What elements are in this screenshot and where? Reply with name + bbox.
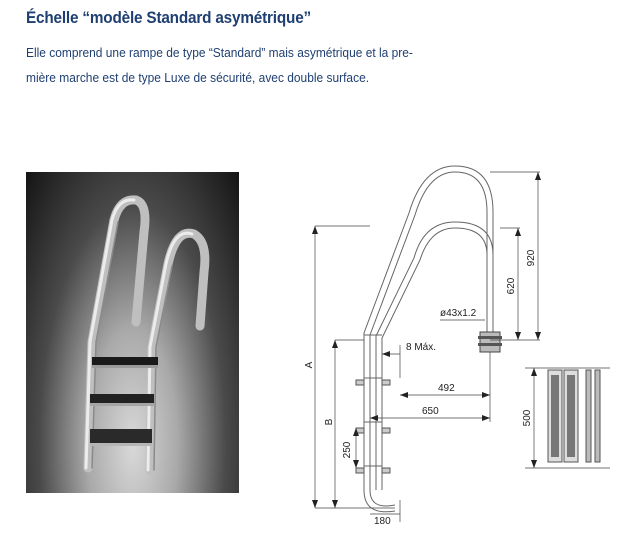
dim-650: 650	[422, 406, 439, 417]
dim-500: 500	[522, 409, 533, 427]
dim-label-a: A	[304, 361, 315, 369]
description-line-1: Elle comprend une rampe de type “Standard” mais asymétrique et la pre-	[26, 45, 413, 60]
dim-180: 180	[374, 516, 391, 527]
dim-492: 492	[438, 383, 455, 394]
technical-drawing	[290, 160, 620, 532]
dim-920: 920	[526, 249, 537, 267]
anchor-cup	[478, 332, 502, 352]
ladder-photo	[26, 172, 239, 493]
dim-label-b: B	[324, 418, 335, 426]
description	[26, 40, 458, 90]
dim-tube-diameter: ø43x1.2	[440, 308, 477, 319]
dim-gap: 8 Máx.	[406, 342, 437, 353]
ladder-photo-illustration	[26, 172, 239, 493]
dim-620: 620	[506, 277, 517, 295]
dim-250: 250	[342, 441, 353, 459]
top-view	[522, 368, 610, 468]
page-title: Échelle “modèle Standard asymétrique”	[26, 8, 311, 27]
description-line-2: mière marche est de type Luxe de sécurité, avec double surface.	[26, 70, 370, 85]
